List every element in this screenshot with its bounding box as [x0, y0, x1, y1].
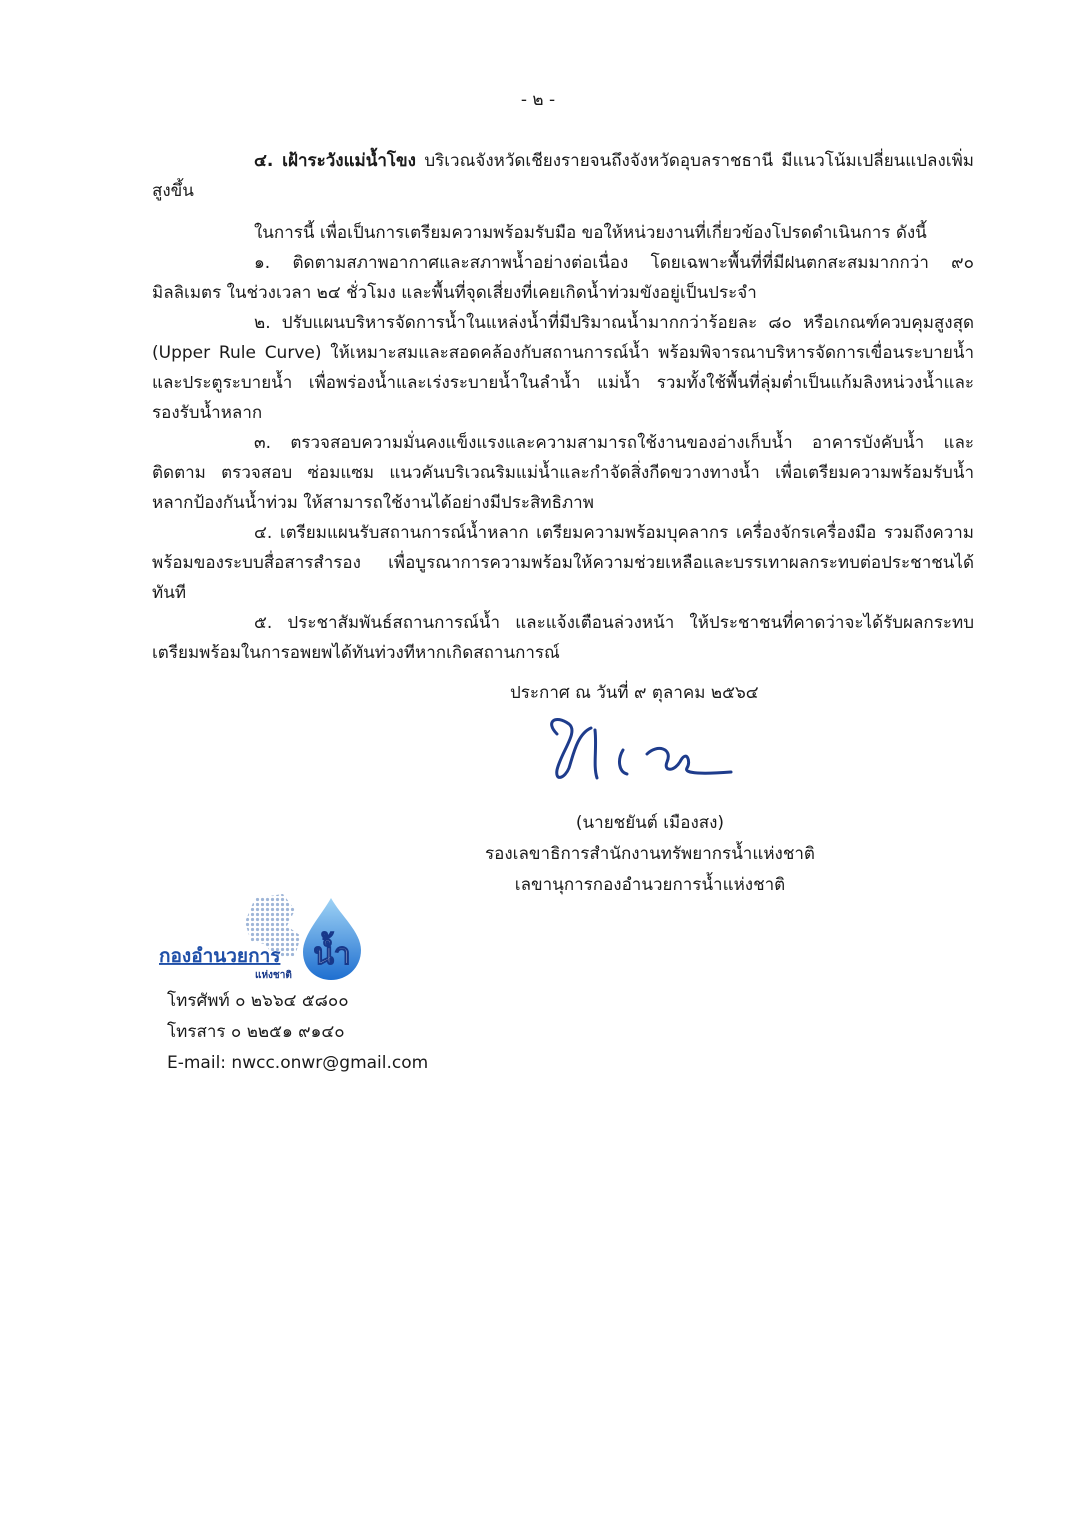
signer-title-2: เลขานุการกองอำนวยการน้ำแห่งชาติ [514, 875, 786, 895]
item-4-heading: ๔. เฝ้าระวังแม่น้ำโขง [254, 151, 416, 171]
item-4-text: บริเวณจังหวัดเชียงรายจนถึงจังหวัดอุบลราชธานี มีแนวโน้มเปลี่ยนแปลงเพิ่มสูงขึ้น [152, 151, 974, 201]
svg-text:น้ำ: น้ำ [313, 937, 351, 972]
handwritten-signature [535, 712, 745, 792]
fax-number: โทรสาร ๐ ๒๒๕๑ ๙๑๔๐ [167, 1022, 345, 1042]
announcement-date: ประกาศ ณ วันที่ ๙ ตุลาคม ๒๕๖๔ [510, 683, 759, 703]
signer-title-1: รองเลขาธิการสำนักงานทรัพยากรน้ำแห่งชาติ [485, 844, 815, 864]
email-address: E-mail: nwcc.onwr@gmail.com [167, 1053, 429, 1073]
document-body [152, 146, 974, 668]
action-item-2: ๒. ปรับแผนบริหารจัดการน้ำในแหล่งน้ำที่มีปริมาณน้ำมากกว่าร้อยละ ๘๐ หรือเกณฑ์ควบคุมสูงสุด (Upper Rule Curve) ให้เหมาะสมและสอดคล้องกับสถานการณ์น้ำ พร้อมพิจารณาบริหารจัดการเขื่อนระบายน้ำและประตูระบายน้ำ เพื่อพร่องน้ำและเร่งระบายน้ำในลำน้ำ แม่น้ำ รวมทั้งใช้พื้นที่ลุ่มต่ำเป็นแก้มลิงหน่วงน้ำและรองรับน้ำหลาก [152, 313, 974, 423]
svg-text:กองอำนวยการ: กองอำนวยการ [159, 945, 281, 967]
action-item-1: ๑. ติดตามสภาพอากาศและสภาพน้ำอย่างต่อเนื่อง โดยเฉพาะพื้นที่ที่มีฝนตกสะสมมากกว่า ๙๐ มิลลิเมตร ในช่วงเวลา ๒๔ ชั่วโมง และพื้นที่จุดเสี่ยงที่เคยเกิดน้ำท่วมขังอยู่เป็นประจำ [152, 253, 974, 303]
intro-paragraph: ในการนี้ เพื่อเป็นการเตรียมความพร้อมรับมือ ขอให้หน่วยงานที่เกี่ยวข้องโปรดดำเนินการ ดังนี้ [254, 223, 927, 243]
svg-text:แห่งชาติ: แห่งชาติ [255, 970, 292, 981]
phone-number: โทรศัพท์ ๐ ๒๖๖๔ ๕๘๐๐ [167, 991, 349, 1011]
action-item-3: ๓. ตรวจสอบความมั่นคงแข็งแรงและความสามารถใช้งานของอ่างเก็บน้ำ อาคารบังคับน้ำ และติดตาม ตรวจสอบ ซ่อมแซม แนวคันบริเวณริมแม่น้ำและกำจัดสิ่งกีดขวางทางน้ำ เพื่อเตรียมความพร้อมรับน้ำหลากป้องกันน้ำท่วม ให้สามารถใช้งานได้อย่างมีประสิทธิภาพ [152, 433, 974, 513]
page-number: - ๒ - [520, 90, 556, 110]
nwcc-logo [155, 892, 370, 984]
item-4-paragraph [152, 146, 974, 206]
action-item-5: ๕. ประชาสัมพันธ์สถานการณ์น้ำ และแจ้งเตือนล่วงหน้า ให้ประชาชนที่คาดว่าจะได้รับผลกระทบ เตรียมพร้อมในการอพยพได้ทันท่วงทีหากเกิดสถานการณ์ [152, 613, 974, 663]
signer-name: (นายชยันต์ เมืองสง) [575, 813, 725, 833]
signer-block [440, 808, 860, 901]
action-item-4: ๔. เตรียมแผนรับสถานการณ์น้ำหลาก เตรียมความพร้อมบุคลากร เครื่องจักรเครื่องมือ รวมถึงความพร้อมของระบบสื่อสารสำรอง เพื่อบูรณาการความพร้อมให้ความช่วยเหลือและบรรเทาผลกระทบต่อประชาชนได้ทันที [152, 523, 974, 603]
contact-info [167, 986, 428, 1079]
